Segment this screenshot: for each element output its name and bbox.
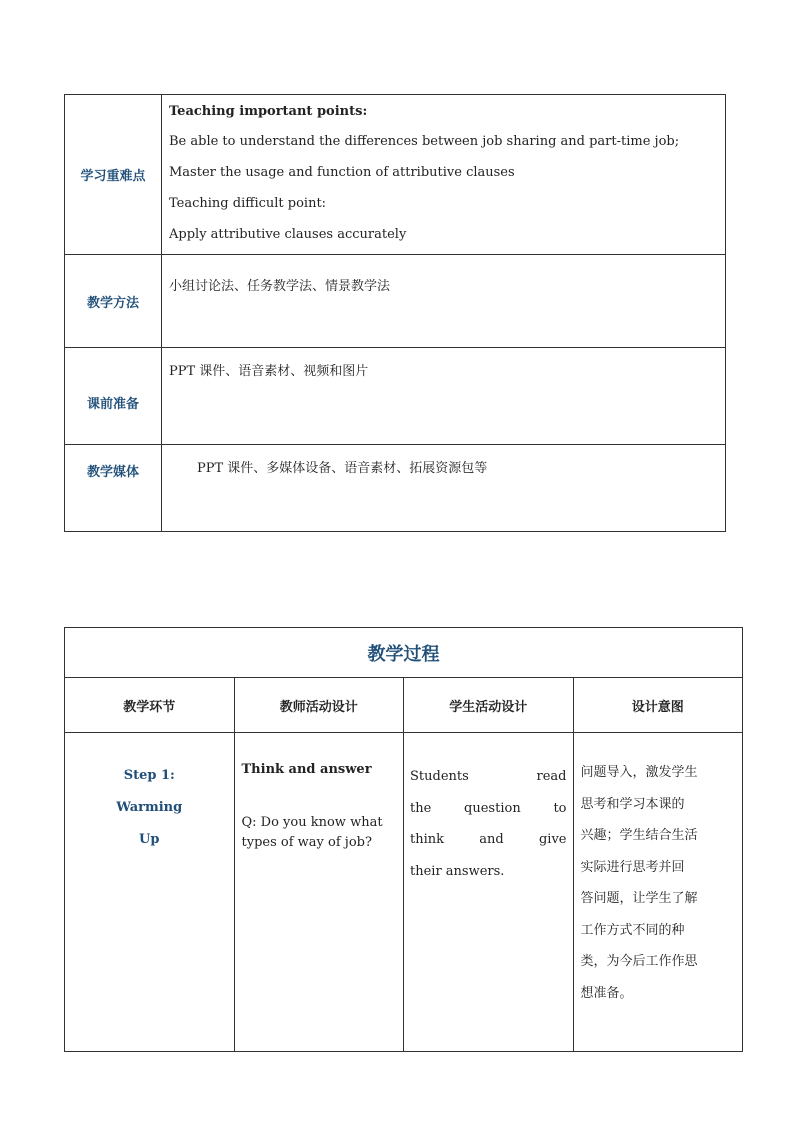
design-intent-line: 实际进行思考并回	[580, 859, 685, 875]
student-activity-cell	[404, 733, 574, 1052]
row-label: 课前准备	[65, 348, 162, 445]
key-point-line: Master the usage and function of attributive clauses	[169, 165, 515, 180]
key-points-content	[162, 95, 726, 255]
design-intent-line: 问题导入，激发学生	[580, 765, 698, 780]
info-row-preparation	[65, 348, 726, 445]
row-label: 教学方法	[65, 255, 162, 348]
header-student-activity: 学生活动设计	[404, 678, 574, 733]
info-row-key-points	[65, 95, 726, 255]
info-row-media	[65, 445, 726, 532]
difficult-point-heading: Teaching difficult point:	[169, 196, 327, 211]
process-header-row	[65, 678, 743, 733]
design-intent-cell	[573, 733, 743, 1052]
student-activity-line: the question to	[410, 800, 567, 816]
design-intent-line: 思考和学习本课的	[580, 796, 685, 812]
design-intent-line: 答问题，让学生了解	[580, 891, 698, 906]
difficult-point-line: Apply attributive clauses accurately	[169, 227, 407, 242]
design-intent-line: 兴趣；学生结合生活	[580, 828, 698, 843]
header-stage: 教学环节	[65, 678, 235, 733]
row-value: PPT 课件、语音素材、视频和图片	[162, 348, 726, 445]
info-row-methods	[65, 255, 726, 348]
row-value: PPT 课件、多媒体设备、语音素材、拓展资源包等	[162, 445, 726, 532]
design-intent-line: 想准备。	[580, 985, 633, 1001]
lesson-info-table	[64, 94, 726, 532]
key-point-line: Be able to understand the differences between job sharing and part-time job;	[169, 134, 680, 149]
key-points-heading: Teaching important points:	[169, 104, 368, 119]
step-number: Step 1:	[123, 768, 175, 783]
teaching-process-table	[64, 627, 743, 1052]
design-intent-line: 工作方式不同的种	[580, 922, 685, 938]
teacher-activity-heading: Think and answer	[241, 762, 372, 777]
header-design-intent: 设计意图	[573, 678, 743, 733]
step-name-line: Up	[139, 832, 160, 847]
student-activity-line: Students read	[410, 769, 567, 784]
student-activity-line: think and give	[410, 832, 567, 847]
row-label: 教学媒体	[65, 445, 162, 532]
process-step-row	[65, 733, 743, 1052]
process-title: 教学过程	[65, 628, 743, 678]
teacher-question: Q: Do you know what types of way of job?	[241, 815, 383, 850]
design-intent-line: 类，为今后工作作思	[580, 954, 698, 969]
header-teacher-activity: 教师活动设计	[234, 678, 404, 733]
process-title-row	[65, 628, 743, 678]
step-name-line: Warming	[116, 800, 183, 815]
student-activity-line: their answers.	[410, 863, 505, 879]
row-value: 小组讨论法、任务教学法、情景教学法	[162, 255, 726, 348]
row-label: 学习重难点	[65, 95, 162, 255]
step-cell	[65, 733, 235, 1052]
teacher-activity-cell	[234, 733, 404, 1052]
